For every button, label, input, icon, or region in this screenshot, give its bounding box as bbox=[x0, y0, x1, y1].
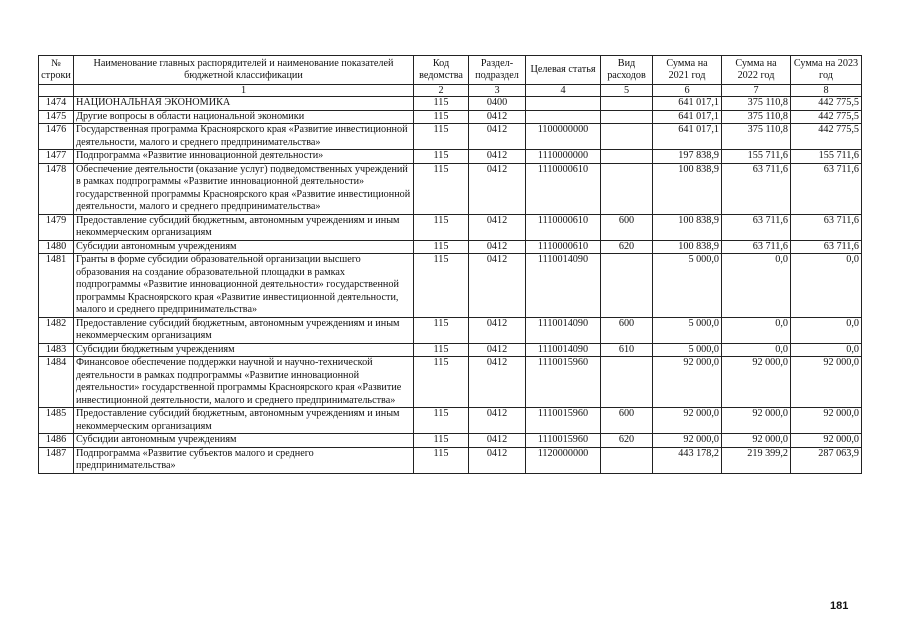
row-sum-2023: 442 775,5 bbox=[791, 97, 862, 111]
row-sum-2023: 0,0 bbox=[791, 343, 862, 357]
row-expense-type: 620 bbox=[601, 240, 653, 254]
row-number: 1479 bbox=[39, 214, 74, 240]
header-target-item: Целевая статья bbox=[526, 56, 601, 85]
budget-table bbox=[38, 55, 862, 474]
row-section: 0412 bbox=[469, 124, 526, 150]
table-row bbox=[39, 124, 862, 150]
row-target-item: 1120000000 bbox=[526, 447, 601, 473]
row-sum-2021: 92 000,0 bbox=[653, 357, 722, 408]
row-sum-2022: 92 000,0 bbox=[722, 408, 791, 434]
column-number: 5 bbox=[601, 85, 653, 97]
row-expense-type bbox=[601, 97, 653, 111]
row-section: 0412 bbox=[469, 408, 526, 434]
row-target-item: 1110015960 bbox=[526, 357, 601, 408]
row-expense-type bbox=[601, 110, 653, 124]
row-department-code: 115 bbox=[414, 240, 469, 254]
row-department-code: 115 bbox=[414, 343, 469, 357]
row-sum-2022: 219 399,2 bbox=[722, 447, 791, 473]
table-row bbox=[39, 214, 862, 240]
row-name: Подпрограмма «Развитие инновационной деятельности» bbox=[74, 150, 414, 164]
row-sum-2023: 92 000,0 bbox=[791, 434, 862, 448]
row-sum-2023: 92 000,0 bbox=[791, 408, 862, 434]
column-number-row bbox=[39, 85, 862, 97]
table-row bbox=[39, 357, 862, 408]
row-sum-2022: 0,0 bbox=[722, 343, 791, 357]
row-number: 1481 bbox=[39, 254, 74, 318]
table-row bbox=[39, 317, 862, 343]
row-sum-2021: 100 838,9 bbox=[653, 163, 722, 214]
row-department-code: 115 bbox=[414, 357, 469, 408]
row-name: Обеспечение деятельности (оказание услуг) подведомственных учреждений в рамках подпрограммы «Развитие инновационной деятельности» государственной программы Красноярского края «Развитие инвестиционной деятельности, малого и среднего предпринимательства» bbox=[74, 163, 414, 214]
table-row bbox=[39, 408, 862, 434]
header-expense-type: Вид расходов bbox=[601, 56, 653, 85]
row-sum-2021: 5 000,0 bbox=[653, 343, 722, 357]
row-department-code: 115 bbox=[414, 317, 469, 343]
column-number: 3 bbox=[469, 85, 526, 97]
row-number: 1484 bbox=[39, 357, 74, 408]
column-number: 7 bbox=[722, 85, 791, 97]
row-sum-2023: 63 711,6 bbox=[791, 163, 862, 214]
row-sum-2021: 197 838,9 bbox=[653, 150, 722, 164]
row-section: 0400 bbox=[469, 97, 526, 111]
row-department-code: 115 bbox=[414, 110, 469, 124]
row-name: Субсидии автономным учреждениям bbox=[74, 240, 414, 254]
row-sum-2023: 287 063,9 bbox=[791, 447, 862, 473]
row-name: Предоставление субсидий бюджетным, автономным учреждениям и иным некоммерческим организациям bbox=[74, 317, 414, 343]
row-sum-2021: 5 000,0 bbox=[653, 254, 722, 318]
row-section: 0412 bbox=[469, 110, 526, 124]
row-department-code: 115 bbox=[414, 163, 469, 214]
row-section: 0412 bbox=[469, 240, 526, 254]
row-name: Государственная программа Красноярского края «Развитие инвестиционной деятельности, малого и среднего предпринимательства» bbox=[74, 124, 414, 150]
column-number: 2 bbox=[414, 85, 469, 97]
row-number: 1476 bbox=[39, 124, 74, 150]
table-row bbox=[39, 110, 862, 124]
column-number: 4 bbox=[526, 85, 601, 97]
row-target-item: 1110000610 bbox=[526, 163, 601, 214]
row-sum-2023: 92 000,0 bbox=[791, 357, 862, 408]
row-number: 1487 bbox=[39, 447, 74, 473]
row-expense-type bbox=[601, 447, 653, 473]
row-number: 1474 bbox=[39, 97, 74, 111]
row-number: 1486 bbox=[39, 434, 74, 448]
row-sum-2022: 92 000,0 bbox=[722, 357, 791, 408]
row-number: 1480 bbox=[39, 240, 74, 254]
row-sum-2022: 0,0 bbox=[722, 317, 791, 343]
row-sum-2023: 0,0 bbox=[791, 317, 862, 343]
row-name: Подпрограмма «Развитие субъектов малого и среднего предпринимательства» bbox=[74, 447, 414, 473]
row-section: 0412 bbox=[469, 214, 526, 240]
page-number: 181 bbox=[830, 600, 849, 612]
header-name: Наименование главных распорядителей и наименование показателей бюджетной классификации bbox=[74, 56, 414, 85]
row-name: НАЦИОНАЛЬНАЯ ЭКОНОМИКА bbox=[74, 97, 414, 111]
row-sum-2022: 375 110,8 bbox=[722, 97, 791, 111]
row-expense-type: 600 bbox=[601, 408, 653, 434]
row-sum-2021: 641 017,1 bbox=[653, 97, 722, 111]
row-target-item: 1110015960 bbox=[526, 408, 601, 434]
row-sum-2022: 375 110,8 bbox=[722, 110, 791, 124]
row-section: 0412 bbox=[469, 163, 526, 214]
row-sum-2023: 155 711,6 bbox=[791, 150, 862, 164]
row-sum-2022: 63 711,6 bbox=[722, 240, 791, 254]
header-row bbox=[39, 56, 862, 85]
row-department-code: 115 bbox=[414, 214, 469, 240]
column-number: 8 bbox=[791, 85, 862, 97]
row-name: Другие вопросы в области национальной экономики bbox=[74, 110, 414, 124]
column-number: 6 bbox=[653, 85, 722, 97]
row-sum-2022: 63 711,6 bbox=[722, 163, 791, 214]
row-sum-2021: 641 017,1 bbox=[653, 124, 722, 150]
row-sum-2021: 92 000,0 bbox=[653, 408, 722, 434]
table-row bbox=[39, 240, 862, 254]
header-department-code: Код ведомства bbox=[414, 56, 469, 85]
row-expense-type bbox=[601, 254, 653, 318]
row-sum-2022: 63 711,6 bbox=[722, 214, 791, 240]
row-section: 0412 bbox=[469, 254, 526, 318]
header-row-number: № строки bbox=[39, 56, 74, 85]
row-target-item: 1100000000 bbox=[526, 124, 601, 150]
row-expense-type: 600 bbox=[601, 214, 653, 240]
row-sum-2023: 63 711,6 bbox=[791, 214, 862, 240]
row-department-code: 115 bbox=[414, 408, 469, 434]
row-number: 1477 bbox=[39, 150, 74, 164]
row-section: 0412 bbox=[469, 150, 526, 164]
row-sum-2022: 92 000,0 bbox=[722, 434, 791, 448]
row-number: 1478 bbox=[39, 163, 74, 214]
row-expense-type bbox=[601, 124, 653, 150]
row-target-item bbox=[526, 97, 601, 111]
row-number: 1482 bbox=[39, 317, 74, 343]
row-expense-type bbox=[601, 163, 653, 214]
row-name: Финансовое обеспечение поддержки научной и научно-технической деятельности в рамках подпрограммы «Развитие инновационной деятельности» государственной программы Красноярского края «Развитие инвестиционной деятельности, малого и среднего предпринимательства» bbox=[74, 357, 414, 408]
table-row bbox=[39, 434, 862, 448]
row-sum-2023: 442 775,5 bbox=[791, 110, 862, 124]
row-section: 0412 bbox=[469, 447, 526, 473]
row-target-item: 1110014090 bbox=[526, 317, 601, 343]
row-section: 0412 bbox=[469, 434, 526, 448]
row-sum-2021: 443 178,2 bbox=[653, 447, 722, 473]
row-number: 1483 bbox=[39, 343, 74, 357]
column-number: 1 bbox=[74, 85, 414, 97]
row-department-code: 115 bbox=[414, 447, 469, 473]
row-sum-2021: 5 000,0 bbox=[653, 317, 722, 343]
row-department-code: 115 bbox=[414, 97, 469, 111]
row-name: Предоставление субсидий бюджетным, автономным учреждениям и иным некоммерческим организациям bbox=[74, 214, 414, 240]
row-name: Субсидии бюджетным учреждениям bbox=[74, 343, 414, 357]
row-expense-type: 600 bbox=[601, 317, 653, 343]
row-expense-type: 610 bbox=[601, 343, 653, 357]
row-department-code: 115 bbox=[414, 124, 469, 150]
header-sum-2022: Сумма на 2022 год bbox=[722, 56, 791, 85]
row-section: 0412 bbox=[469, 317, 526, 343]
header-sum-2021: Сумма на 2021 год bbox=[653, 56, 722, 85]
header-section: Раздел-подраздел bbox=[469, 56, 526, 85]
table-row bbox=[39, 97, 862, 111]
row-department-code: 115 bbox=[414, 434, 469, 448]
row-sum-2022: 375 110,8 bbox=[722, 124, 791, 150]
row-target-item: 1110000000 bbox=[526, 150, 601, 164]
row-target-item bbox=[526, 110, 601, 124]
row-expense-type bbox=[601, 357, 653, 408]
row-number: 1485 bbox=[39, 408, 74, 434]
row-number: 1475 bbox=[39, 110, 74, 124]
row-name: Субсидии автономным учреждениям bbox=[74, 434, 414, 448]
row-sum-2022: 155 711,6 bbox=[722, 150, 791, 164]
row-target-item: 1110014090 bbox=[526, 343, 601, 357]
row-sum-2023: 63 711,6 bbox=[791, 240, 862, 254]
row-target-item: 1110000610 bbox=[526, 240, 601, 254]
row-sum-2021: 100 838,9 bbox=[653, 214, 722, 240]
row-section: 0412 bbox=[469, 357, 526, 408]
row-sum-2021: 641 017,1 bbox=[653, 110, 722, 124]
column-number bbox=[39, 85, 74, 97]
row-department-code: 115 bbox=[414, 254, 469, 318]
row-sum-2021: 92 000,0 bbox=[653, 434, 722, 448]
row-sum-2023: 442 775,5 bbox=[791, 124, 862, 150]
table-row bbox=[39, 447, 862, 473]
row-target-item: 1110015960 bbox=[526, 434, 601, 448]
row-name: Предоставление субсидий бюджетным, автономным учреждениям и иным некоммерческим организациям bbox=[74, 408, 414, 434]
table-row bbox=[39, 343, 862, 357]
row-target-item: 1110014090 bbox=[526, 254, 601, 318]
row-sum-2023: 0,0 bbox=[791, 254, 862, 318]
row-target-item: 1110000610 bbox=[526, 214, 601, 240]
table-row bbox=[39, 163, 862, 214]
row-sum-2022: 0,0 bbox=[722, 254, 791, 318]
row-expense-type: 620 bbox=[601, 434, 653, 448]
row-department-code: 115 bbox=[414, 150, 469, 164]
row-name: Гранты в форме субсидии образовательной организации высшего образования на создание образовательной площадки в рамках подпрограммы «Развитие инновационной деятельности» государственной программы Красноярского края «Развитие инвестиционной деятельности, малого и среднего предпринимательства» bbox=[74, 254, 414, 318]
table-body bbox=[39, 97, 862, 474]
header-sum-2023: Сумма на 2023 год bbox=[791, 56, 862, 85]
row-expense-type bbox=[601, 150, 653, 164]
table-row bbox=[39, 254, 862, 318]
table-row bbox=[39, 150, 862, 164]
row-sum-2021: 100 838,9 bbox=[653, 240, 722, 254]
row-section: 0412 bbox=[469, 343, 526, 357]
